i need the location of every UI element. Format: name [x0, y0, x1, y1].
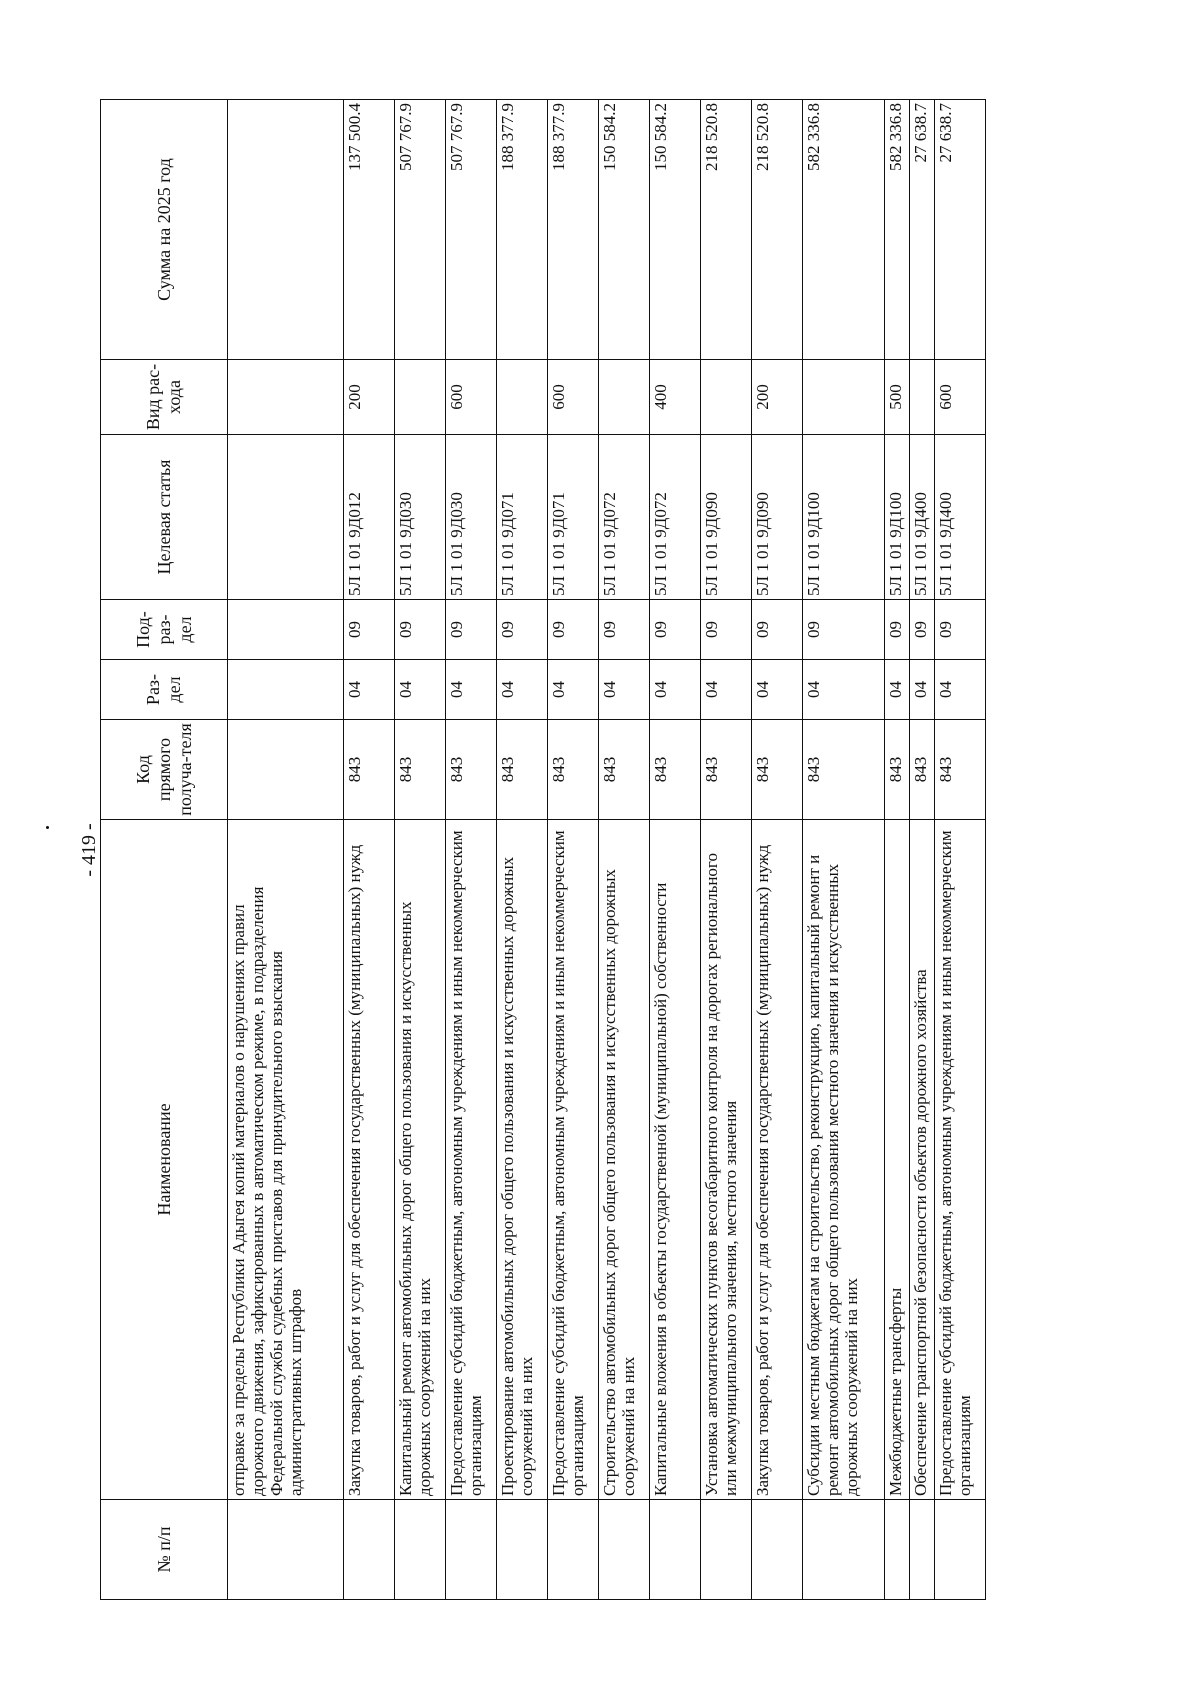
row-sum: 582 336.8	[803, 100, 885, 360]
row-code: 843	[548, 720, 599, 820]
row-subsection	[228, 600, 344, 660]
rotated-page	[78, 100, 1100, 1600]
table-row	[599, 100, 650, 1600]
row-section: 04	[803, 660, 885, 720]
row-sum: 188 377.9	[497, 100, 548, 360]
row-expense: 200	[344, 360, 395, 435]
row-section: 04	[599, 660, 650, 720]
table-row	[548, 100, 599, 1600]
table-row	[497, 100, 548, 1600]
row-expense	[497, 360, 548, 435]
row-expense	[803, 360, 885, 435]
row-code: 843	[701, 720, 752, 820]
table-row	[910, 100, 935, 1600]
row-name: Субсидии местным бюджетам на строительство, реконструкцию, капитальный ремонт и ремонт автомобильных дорог общего пользования местного значения и искусственных дорожных сооружений на них	[803, 820, 885, 1500]
row-num	[701, 1500, 752, 1600]
row-name: Предоставление субсидий бюджетным, автономным учреждениям и иным некоммерческим организациям	[935, 820, 986, 1500]
row-target	[228, 435, 344, 600]
table-row	[752, 100, 803, 1600]
row-sum: 582 336.8	[885, 100, 910, 360]
row-target: 5Л 1 01 9Д072	[599, 435, 650, 600]
row-sum: 218 520.8	[701, 100, 752, 360]
row-subsection: 09	[344, 600, 395, 660]
row-expense: 400	[650, 360, 701, 435]
row-sum: 150 584.2	[650, 100, 701, 360]
scan-speck	[46, 826, 49, 829]
table-row	[803, 100, 885, 1600]
row-target: 5Л 1 01 9Д090	[701, 435, 752, 600]
row-code: 843	[910, 720, 935, 820]
row-subsection: 09	[701, 600, 752, 660]
header-section: Раз-дел	[101, 660, 228, 720]
row-subsection: 09	[935, 600, 986, 660]
row-subsection: 09	[548, 600, 599, 660]
row-num	[650, 1500, 701, 1600]
row-name: Предоставление субсидий бюджетным, автономным учреждениям и иным некоммерческим организациям	[548, 820, 599, 1500]
row-subsection: 09	[803, 600, 885, 660]
row-target: 5Л 1 01 9Д090	[752, 435, 803, 600]
table-row	[228, 100, 344, 1600]
table-row	[885, 100, 910, 1600]
row-target: 5Л 1 01 9Д071	[548, 435, 599, 600]
row-name: Капитальный ремонт автомобильных дорог общего пользования и искусственных дорожных сооружений на них	[395, 820, 446, 1500]
row-name: Капитальные вложения в объекты государственной (муниципальной) собственности	[650, 820, 701, 1500]
row-subsection: 09	[599, 600, 650, 660]
row-num	[446, 1500, 497, 1600]
header-expense: Вид рас-хода	[101, 360, 228, 435]
row-code: 843	[344, 720, 395, 820]
row-name: Обеспечение транспортной безопасности объектов дорожного хозяйства	[910, 820, 935, 1500]
row-expense: 200	[752, 360, 803, 435]
row-code: 843	[885, 720, 910, 820]
row-subsection: 09	[910, 600, 935, 660]
row-section	[228, 660, 344, 720]
row-expense	[395, 360, 446, 435]
row-sum	[228, 100, 344, 360]
row-num	[228, 1500, 344, 1600]
row-sum: 507 767.9	[446, 100, 497, 360]
row-section: 04	[885, 660, 910, 720]
row-expense	[910, 360, 935, 435]
row-name: Проектирование автомобильных дорог общего пользования и искусственных дорожных сооружений на них	[497, 820, 548, 1500]
row-code: 843	[935, 720, 986, 820]
row-expense	[599, 360, 650, 435]
row-num	[548, 1500, 599, 1600]
row-code	[228, 720, 344, 820]
row-num	[910, 1500, 935, 1600]
table-row	[446, 100, 497, 1600]
row-sum: 27 638.7	[910, 100, 935, 360]
table-row	[395, 100, 446, 1600]
row-section: 04	[548, 660, 599, 720]
row-num	[935, 1500, 986, 1600]
row-num	[395, 1500, 446, 1600]
row-section: 04	[701, 660, 752, 720]
table-row	[650, 100, 701, 1600]
row-target: 5Л 1 01 9Д100	[803, 435, 885, 600]
row-sum: 27 638.7	[935, 100, 986, 360]
row-num	[599, 1500, 650, 1600]
row-subsection: 09	[497, 600, 548, 660]
row-name: Закупка товаров, работ и услуг для обеспечения государственных (муниципальных) нужд	[344, 820, 395, 1500]
table-row	[701, 100, 752, 1600]
row-subsection: 09	[885, 600, 910, 660]
row-sum: 507 767.9	[395, 100, 446, 360]
row-name: Закупка товаров, работ и услуг для обеспечения государственных (муниципальных) нужд	[752, 820, 803, 1500]
row-code: 843	[497, 720, 548, 820]
row-section: 04	[650, 660, 701, 720]
row-num	[752, 1500, 803, 1600]
row-sum: 218 520.8	[752, 100, 803, 360]
row-code: 843	[395, 720, 446, 820]
row-subsection: 09	[650, 600, 701, 660]
row-name: отправке за пределы Республики Адыгея копий материалов о нарушениях правил дорожного движения, зафиксированных в автоматическом режиме, в подразделения Федеральной службы судебных приставов для принудительного взыскания административных штрафов	[228, 820, 344, 1500]
row-expense: 600	[548, 360, 599, 435]
page-number: - 419 -	[78, 823, 100, 877]
row-section: 04	[910, 660, 935, 720]
row-target: 5Л 1 01 9Д030	[395, 435, 446, 600]
row-expense	[701, 360, 752, 435]
row-sum: 150 584.2	[599, 100, 650, 360]
row-code: 843	[599, 720, 650, 820]
header-sum: Сумма на 2025 год	[101, 100, 228, 360]
row-sum: 137 500.4	[344, 100, 395, 360]
row-subsection: 09	[752, 600, 803, 660]
row-target: 5Л 1 01 9Д071	[497, 435, 548, 600]
row-name: Предоставление субсидий бюджетным, автономным учреждениям и иным некоммерческим организациям	[446, 820, 497, 1500]
row-expense	[228, 360, 344, 435]
row-section: 04	[752, 660, 803, 720]
row-name: Строительство автомобильных дорог общего пользования и искусственных дорожных сооружений на них	[599, 820, 650, 1500]
row-code: 843	[650, 720, 701, 820]
row-section: 04	[395, 660, 446, 720]
row-num	[344, 1500, 395, 1600]
row-target: 5Л 1 01 9Д400	[935, 435, 986, 600]
row-num	[803, 1500, 885, 1600]
row-code: 843	[446, 720, 497, 820]
row-subsection: 09	[395, 600, 446, 660]
row-section: 04	[497, 660, 548, 720]
header-target: Целевая статья	[101, 435, 228, 600]
row-subsection: 09	[446, 600, 497, 660]
row-target: 5Л 1 01 9Д400	[910, 435, 935, 600]
row-name: Межбюджетные трансферты	[885, 820, 910, 1500]
row-num	[885, 1500, 910, 1600]
header-row	[101, 100, 228, 1600]
row-section: 04	[935, 660, 986, 720]
row-target: 5Л 1 01 9Д012	[344, 435, 395, 600]
header-code: Код прямого получа-теля	[101, 720, 228, 820]
budget-table	[100, 99, 986, 1600]
row-expense: 600	[935, 360, 986, 435]
row-sum: 188 377.9	[548, 100, 599, 360]
row-section: 04	[344, 660, 395, 720]
row-code: 843	[803, 720, 885, 820]
table-row	[344, 100, 395, 1600]
row-expense: 600	[446, 360, 497, 435]
row-expense: 500	[885, 360, 910, 435]
row-target: 5Л 1 01 9Д030	[446, 435, 497, 600]
row-code: 843	[752, 720, 803, 820]
table-row	[935, 100, 986, 1600]
row-name: Установка автоматических пунктов весогабаритного контроля на дорогах регионального или межмуниципального значения, местного значения	[701, 820, 752, 1500]
header-num: № п/п	[101, 1500, 228, 1600]
row-target: 5Л 1 01 9Д100	[885, 435, 910, 600]
row-num	[497, 1500, 548, 1600]
row-section: 04	[446, 660, 497, 720]
header-name: Наименование	[101, 820, 228, 1500]
header-subsection: Под-раз-дел	[101, 600, 228, 660]
row-target: 5Л 1 01 9Д072	[650, 435, 701, 600]
